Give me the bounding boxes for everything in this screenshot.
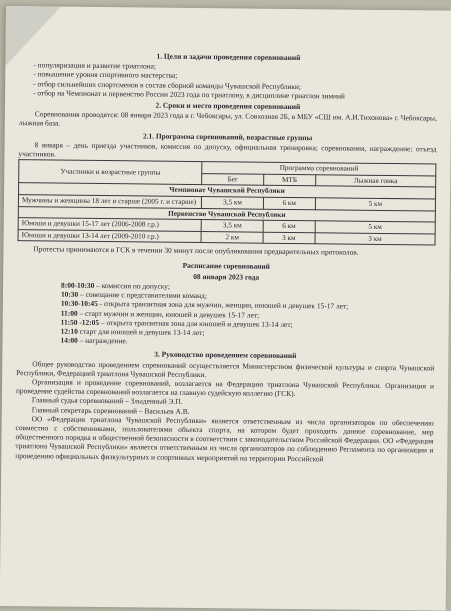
table-section-firstness: Первенство Чувашской Республики [18, 206, 435, 222]
schedule-time: 11:00 [60, 308, 78, 318]
cell-run: 2 км [201, 231, 262, 243]
schedule-time: 10:30 [60, 289, 79, 299]
header-mtb: МТБ [263, 174, 315, 186]
table-section-championship: Чемпионат Чувашской Республики [19, 183, 436, 199]
cell-run: 3,5 км [202, 220, 263, 232]
cell-ski: 5 км [315, 221, 435, 234]
document-page [0, 6, 451, 611]
goal-item: - популяризация и развитие триатлона; [19, 60, 437, 74]
schedule-time: 12:10 [60, 326, 78, 336]
schedule-time: 14:00 [60, 335, 78, 345]
cell-mtb: 6 км [263, 197, 315, 209]
section21-text: 8 января – день приезда участников, комиссия по допуску, официальная тренировка; соревнования, награждение; отъезд участников. [18, 140, 437, 159]
document-content [15, 48, 437, 464]
schedule-text: – старт мужчин и женщин, юношей и девушек 15-17 лет; [77, 308, 260, 320]
chief-secretary: Главный секретарь соревнований – Васильев А.В. [31, 404, 190, 416]
section3-paragraph: Организация и проведение соревнований, возлагается на Федерацию триатлона Чувашской Республики. Организация и проведение судейства соревнований возлагается на главную судейскую коллегию (ГСК). [15, 377, 435, 399]
section3-title: 3. Руководство проведением соревнований [154, 349, 297, 361]
header-program: Программа соревнований [202, 162, 436, 176]
cell-group: Мужчины и женщины 18 лет и старше (2005 г. и старше) [18, 195, 202, 209]
schedule-title: Расписание соревнований [182, 260, 270, 271]
goal-item: - отбор на Чемпионат и первенство России 2023 года по триатлону, в дисциплине триатлон зимний [19, 88, 437, 102]
program-table [18, 159, 437, 246]
schedule-text: - открыта транзитная зона для мужчин, женщин, юношей и девушек 15-17 лет; [97, 299, 349, 312]
cell-group: Юноши и девушки 15-17 лет (2006-2008 г.р.) [18, 218, 202, 232]
schedule-time: 8:00-10:30 [61, 280, 95, 290]
schedule-time: 10:30-10:45 [60, 298, 98, 309]
protest-text: Протесты принимаются в ГСК в течении 30 минут после опубликования предварительных протоколов. [33, 244, 359, 258]
schedule-text: – совещание с представителями команд; [78, 289, 207, 301]
schedule-text: – награждение. [77, 335, 128, 346]
cell-mtb: 3 км [263, 232, 315, 244]
cell-ski: 3 км [315, 233, 435, 246]
schedule-text: старт для юношей и девушек 13-14 лет; [77, 326, 205, 338]
section3-paragraph: ОО «Федерация триатлона Чувашской Республики» является ответственным из числа организаторов по обеспечению совместно с собственниками, пользователями объекта спорта, на котором будет проходить данное соревнование, мер общественного порядка и общественной безопасности в соответствии с законодательством Российской Федерации. ОО «Федерация триатлона Чувашской Республики» является ответственным из числа организаторов по соблюдению Регламента по организации и проведению официальных физкультурных и спортивных мероприятий на территории Российской [15, 414, 434, 464]
cell-run: 3,5 км [202, 197, 263, 209]
goal-item: - повышение уровня спортивного мастерства; [19, 70, 437, 84]
schedule-time: 11:50 -12:05 [60, 317, 100, 327]
header-run: Бег [202, 173, 263, 185]
schedule-text: – комиссия по допуску; [94, 280, 170, 291]
header-ski: Лыжная гонка [315, 175, 435, 188]
cell-mtb: 6 км [263, 220, 315, 232]
section2-text: Соревнования проводятся: 08 января 2023 года в г. Чебоксары, ул. Совхозная 2Б, в МБУ «СШ им. А.И.Тихонова» г. Чебоксары, лыжная база. [18, 109, 437, 128]
cell-group: Юноши и девушки 13-14 лет (2009-2010 г.р.) [18, 229, 202, 243]
section1-title: 1. Цели и задачи проведения соревнований [156, 51, 301, 63]
goal-item: - отбор сильнейших спортсменов в состав сборной команды Чувашской Республики; [19, 79, 437, 93]
section3-paragraph: Общее руководство проведением соревнований осуществляется Министерством физической культуры и спорта Чувашской Республики, Федерацией триатлона Чувашской Республики. [16, 358, 435, 379]
header-group: Участники и возрастные группы [19, 160, 203, 185]
cell-ski: 5 км [315, 198, 435, 211]
schedule-date: 08 января 2023 года [193, 271, 260, 282]
section2-title: 2. Сроки и место проведения соревнований [155, 100, 301, 112]
schedule-text: – открыта транзитная зона для юношей и девушек 13-14 лет; [99, 317, 293, 329]
section21-title: 2.1. Программа соревнований, возрастные группы [142, 131, 313, 142]
chief-judge: Главный судья соревнований – Злыденный Э.П. [31, 395, 183, 407]
